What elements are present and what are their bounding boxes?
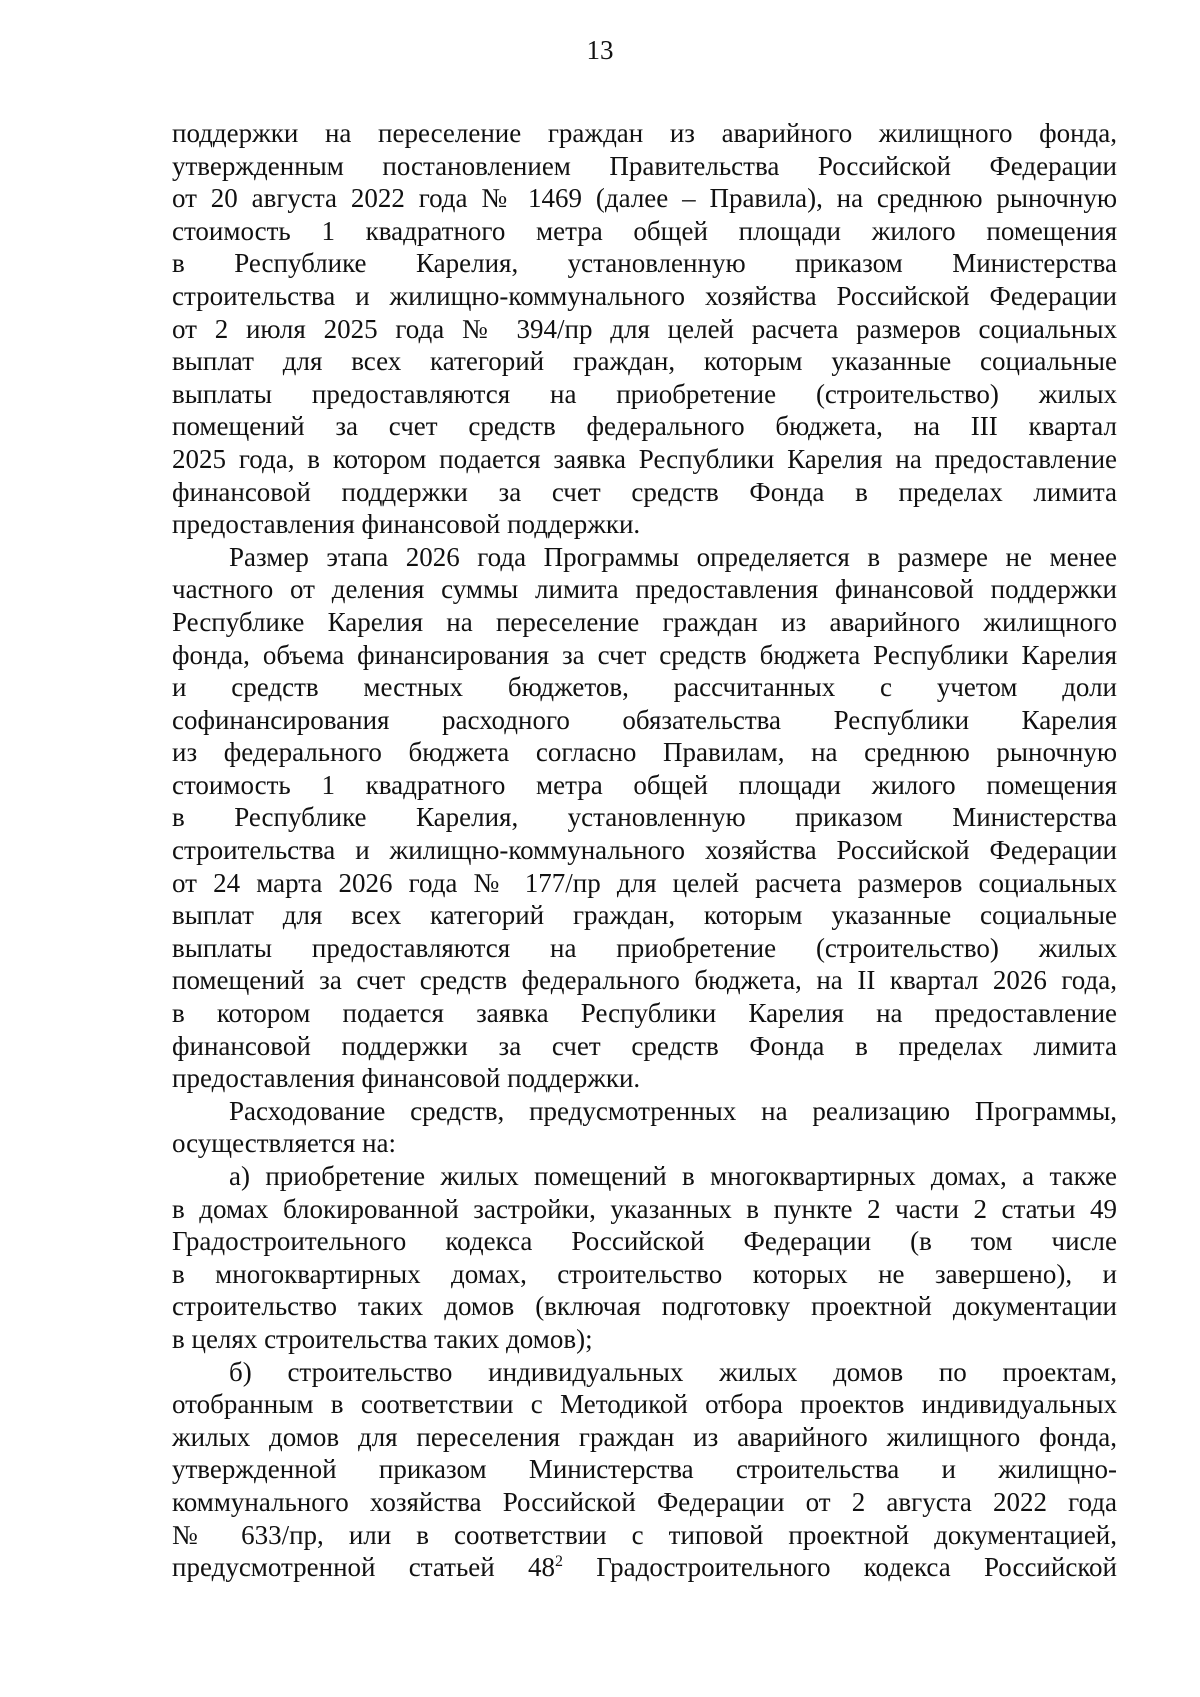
text-line: стоимость 1 квадратного метра общей площади жилого помещения — [172, 769, 1117, 800]
text-line: из федерального бюджета согласно Правилам, на среднюю рыночную — [172, 737, 1117, 768]
text-line: софинансирования расходного обязательства Республики Карелия — [172, 704, 1117, 735]
text-line: строительство таких домов (включая подготовку проектной документации — [172, 1291, 1117, 1322]
text-line: строительства и жилищно-коммунального хозяйства Российской Федерации — [172, 280, 1117, 311]
text-line: финансовой поддержки за счет средств Фонда в пределах лимита — [172, 476, 1117, 507]
superscript: 2 — [554, 1553, 563, 1571]
text-line: в целях строительства таких домов); — [172, 1323, 593, 1354]
text-line — [172, 1551, 1117, 1584]
text-line: фонда, объема финансирования за счет средств бюджета Республики Карелия — [172, 639, 1117, 670]
list-item-a-first-line: а) приобретение жилых помещений в многоквартирных домах, а также — [229, 1161, 1117, 1191]
text-line: предоставления финансовой поддержки. — [172, 509, 641, 540]
text-line: стоимость 1 квадратного метра общей площади жилого помещения — [172, 215, 1117, 246]
text-line: в котором подается заявка Республики Карелия на предоставление — [172, 998, 1117, 1029]
text-line: коммунального хозяйства Российской Федерации от 2 августа 2022 года — [172, 1486, 1117, 1517]
text-line: от 2 июля 2025 года № 394/пр для целей расчета размеров социальных — [172, 313, 1117, 344]
text-line-part: Градостроительного кодекса Российской — [596, 1552, 1118, 1583]
paragraph-first-line: Расходование средств, предусмотренных на реализацию Программы, — [229, 1095, 1117, 1126]
text-line: осуществляется на: — [172, 1128, 397, 1159]
text-line: Градостроительного кодекса Российской Федерации (в том числе — [172, 1226, 1117, 1257]
text-line: жилых домов для переселения граждан из аварийного жилищного фонда, — [172, 1421, 1117, 1452]
text-line: в многоквартирных домах, строительство которых не завершено), и — [172, 1258, 1117, 1289]
text-line: и средств местных бюджетов, рассчитанных с учетом доли — [172, 672, 1117, 703]
text-line: выплаты предоставляются на приобретение (строительство) жилых — [172, 378, 1117, 409]
text-line: частного от деления суммы лимита предоставления финансовой поддержки — [172, 574, 1117, 605]
text-line: утвержденной приказом Министерства строительства и жилищно- — [172, 1454, 1117, 1485]
document-body — [172, 117, 1117, 1584]
text-line: выплат для всех категорий граждан, которым указанные социальные — [172, 900, 1117, 931]
text-line: поддержки на переселение граждан из аварийного жилищного фонда, — [172, 118, 1117, 148]
text-line: в домах блокированной застройки, указанных в пункте 2 части 2 статьи 49 — [172, 1193, 1117, 1224]
text-line: помещений за счет средств федерального бюджета, на II квартал 2026 года, — [172, 965, 1117, 996]
text-line: помещений за счет средств федерального бюджета, на III квартал — [172, 411, 1117, 442]
text-line: выплат для всех категорий граждан, которым указанные социальные — [172, 346, 1117, 377]
text-line: от 24 марта 2026 года № 177/пр для целей расчета размеров социальных — [172, 867, 1117, 898]
text-line: Республике Карелия на переселение граждан из аварийного жилищного — [172, 606, 1117, 637]
paragraph-first-line: Размер этапа 2026 года Программы определяется в размере не менее — [229, 541, 1117, 572]
text-line: в Республике Карелия, установленную приказом Министерства — [172, 802, 1117, 833]
page-number: 13 — [586, 35, 614, 65]
text-line: в Республике Карелия, установленную приказом Министерства — [172, 248, 1117, 279]
text-line: от 20 августа 2022 года № 1469 (далее – Правила), на среднюю рыночную — [172, 183, 1117, 214]
text-line: выплаты предоставляются на приобретение (строительство) жилых — [172, 932, 1117, 963]
text-line: финансовой поддержки за счет средств Фонда в пределах лимита — [172, 1030, 1117, 1061]
text-line: 2025 года, в котором подается заявка Республики Карелия на предоставление — [172, 443, 1117, 474]
text-line: утвержденным постановлением Правительства Российской Федерации — [172, 150, 1117, 181]
text-line-part: предусмотренной статьей 48 — [172, 1552, 555, 1583]
text-line: отобранным в соответствии с Методикой отбора проектов индивидуальных — [172, 1389, 1117, 1420]
text-line: № 633/пр, или в соответствии с типовой проектной документацией, — [172, 1519, 1117, 1550]
text-line: строительства и жилищно-коммунального хозяйства Российской Федерации — [172, 835, 1117, 866]
text-line: предоставления финансовой поддержки. — [172, 1063, 641, 1094]
list-item-b-first-line: б) строительство индивидуальных жилых домов по проектам, — [229, 1356, 1117, 1387]
